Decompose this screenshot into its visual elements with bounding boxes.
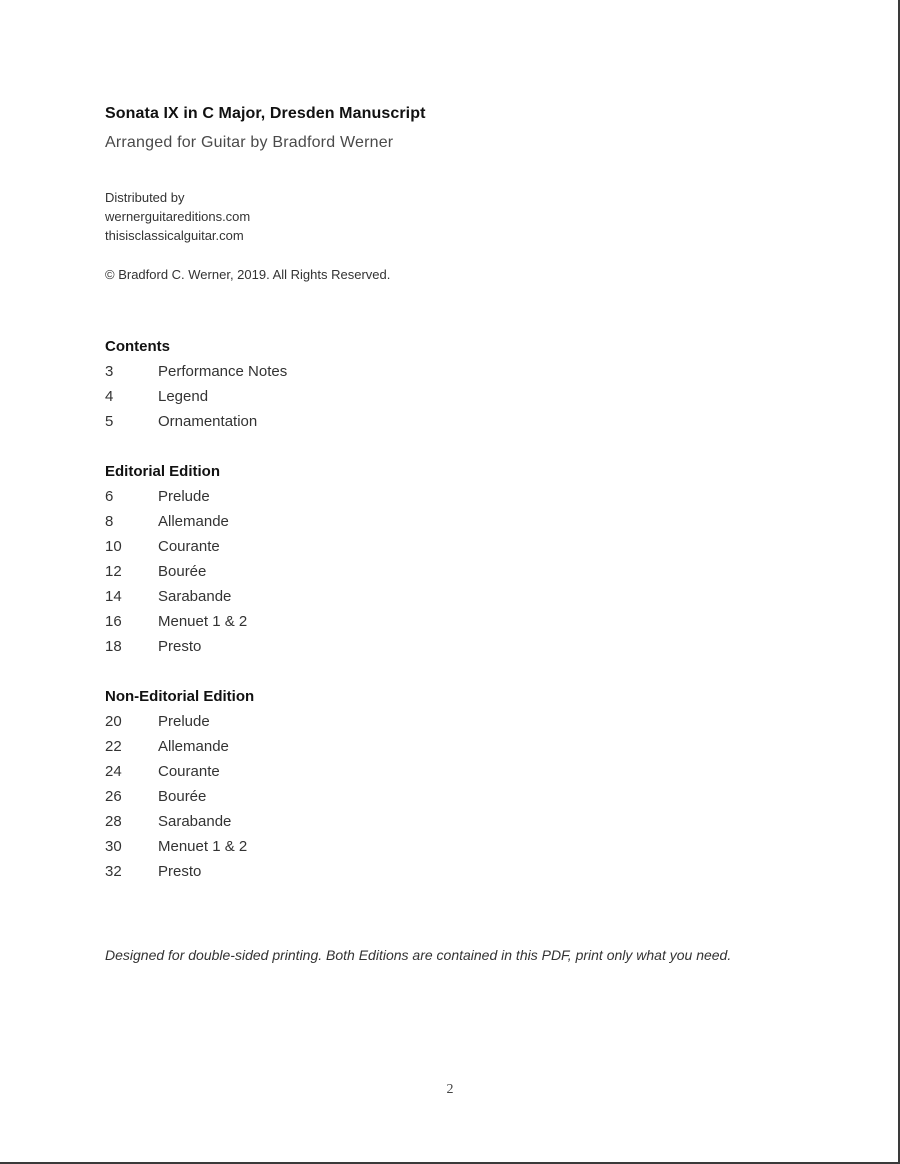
toc-page-number: 20 bbox=[105, 713, 122, 730]
toc-entry-title: Sarabande bbox=[158, 813, 232, 830]
toc-page-number: 12 bbox=[105, 563, 122, 580]
toc-page-number: 6 bbox=[105, 488, 114, 505]
toc-page-number: 22 bbox=[105, 738, 122, 755]
toc-page-number: 14 bbox=[105, 588, 122, 605]
section-heading-editorial-edition: Editorial Edition bbox=[105, 463, 220, 480]
toc-entry-title: Courante bbox=[158, 538, 220, 555]
section-heading-non-editorial-edition: Non-Editorial Edition bbox=[105, 688, 255, 705]
toc-entry-title: Sarabande bbox=[158, 588, 232, 605]
toc-entry-title: Prelude bbox=[158, 488, 210, 505]
toc-page-number: 32 bbox=[105, 863, 122, 880]
toc-page-number: 16 bbox=[105, 613, 122, 630]
section-heading-contents: Contents bbox=[105, 338, 170, 355]
toc-page-number: 24 bbox=[105, 763, 122, 780]
toc-page-number: 28 bbox=[105, 813, 122, 830]
distribution-site-2: thisisclassicalguitar.com bbox=[105, 228, 244, 243]
distributed-by-label: Distributed by bbox=[105, 190, 185, 205]
toc-entry-title: Presto bbox=[158, 638, 202, 655]
toc-entry-title: Menuet 1 & 2 bbox=[158, 613, 248, 630]
distribution-site-1: wernerguitareditions.com bbox=[105, 209, 251, 224]
toc-entry-title: Allemande bbox=[158, 513, 229, 530]
toc-entry-title: Menuet 1 & 2 bbox=[158, 838, 248, 855]
toc-entry-title: Bourée bbox=[158, 788, 207, 805]
toc-entry-title: Presto bbox=[158, 863, 202, 880]
toc-entry-title: Legend bbox=[158, 388, 209, 405]
toc-entry-title: Bourée bbox=[158, 563, 207, 580]
toc-entry-title: Prelude bbox=[158, 713, 210, 730]
copyright-notice: © Bradford C. Werner, 2019. All Rights Reserved. bbox=[105, 267, 391, 282]
toc-page-number: 10 bbox=[105, 538, 122, 555]
toc-page-number: 8 bbox=[105, 513, 114, 530]
document-subtitle: Arranged for Guitar by Bradford Werner bbox=[105, 134, 394, 151]
toc-page-number: 30 bbox=[105, 838, 122, 855]
toc-page-number: 18 bbox=[105, 638, 122, 655]
toc-page-number: 4 bbox=[105, 388, 114, 405]
page-number: 2 bbox=[446, 1082, 454, 1097]
toc-entry-title: Ornamentation bbox=[158, 413, 258, 430]
printing-note: Designed for double-sided printing. Both Editions are contained in this PDF, print only what you need. bbox=[105, 947, 732, 963]
document-title: Sonata IX in C Major, Dresden Manuscript bbox=[105, 105, 426, 122]
toc-entry-title: Courante bbox=[158, 763, 220, 780]
toc-entry-title: Allemande bbox=[158, 738, 229, 755]
toc-entry-title: Performance Notes bbox=[158, 363, 288, 380]
toc-page-number: 3 bbox=[105, 363, 114, 380]
toc-page-number: 26 bbox=[105, 788, 122, 805]
toc-page-number: 5 bbox=[105, 413, 114, 430]
